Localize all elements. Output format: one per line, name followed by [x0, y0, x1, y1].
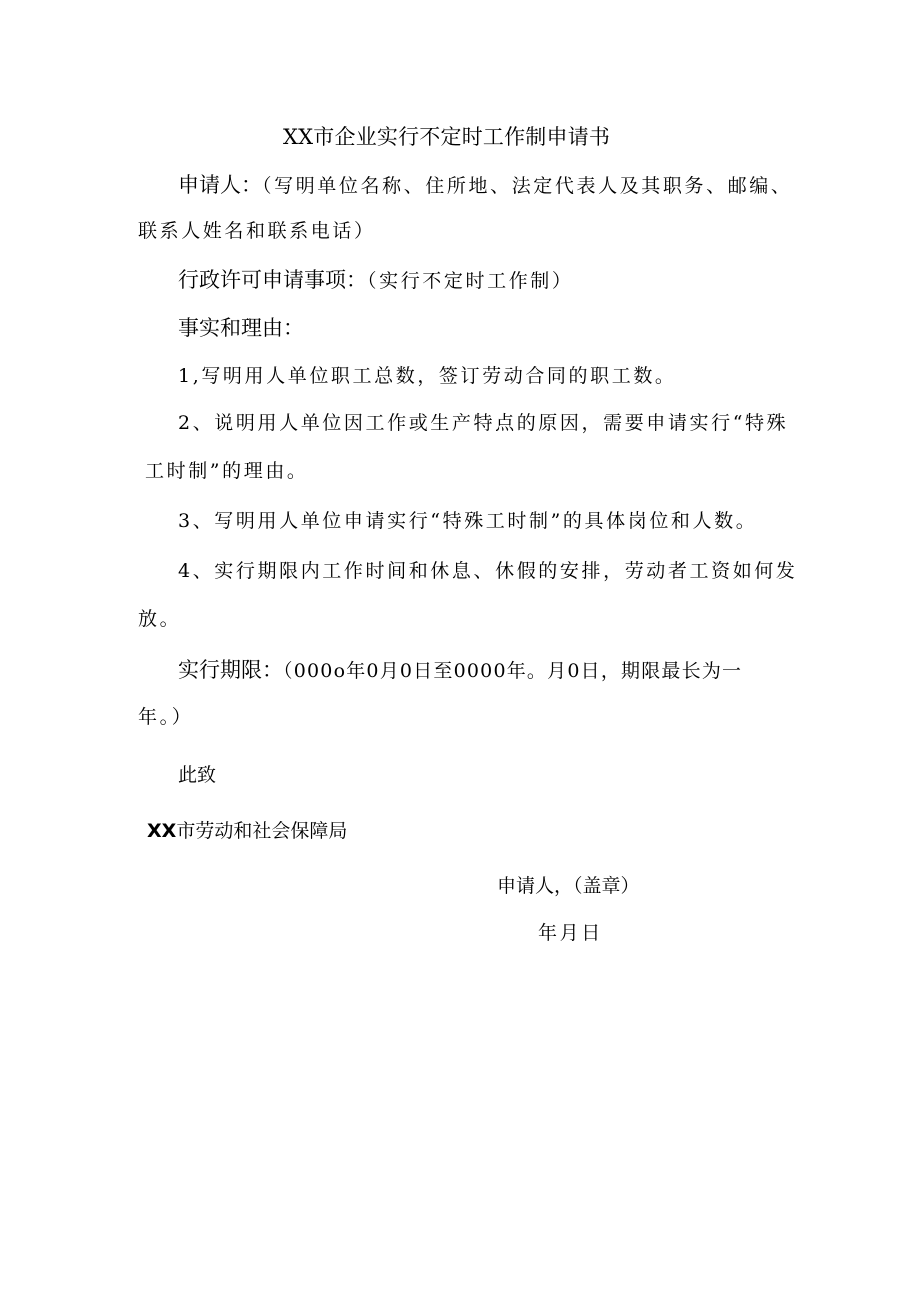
- reason-item-4-line-1: 4、实行期限内工作时间和休息、休假的安排，劳动者工资如何发: [178, 560, 798, 582]
- recipient-prefix: XX: [147, 820, 177, 842]
- applicant-row: [178, 175, 793, 196]
- application-item-label: 行政许可申请事项：: [178, 268, 367, 292]
- period-label: 实行期限：: [178, 658, 283, 682]
- document-title: XX市企业实行不定时工作制申请书: [283, 125, 611, 149]
- period-value-line-2: 年。）: [138, 706, 194, 728]
- applicant-note-line-2: 联系人姓名和联系电话）: [138, 220, 376, 242]
- recipient: [147, 822, 347, 841]
- recipient-name: 市劳动和社会保障局: [176, 820, 348, 842]
- applicant-note-line-1: （写明单位名称、住所地、法定代表人及其职务、邮编、: [262, 175, 793, 197]
- reason-item-1: 1,写明用人单位职工总数，签订劳动合同的职工数。: [178, 365, 677, 387]
- period-value-line-1: （000o年0月0日至0000年。月0日，期限最长为一: [283, 660, 743, 682]
- reason-item-4-line-2: 放。: [138, 608, 182, 630]
- date-line: 年月日: [538, 922, 603, 944]
- applicant-label: 申请人：: [178, 173, 262, 197]
- facts-reasons-heading: 事实和理由：: [178, 316, 304, 340]
- reason-item-2-line-2: 工时制”的理由。: [145, 460, 309, 482]
- application-item-value: （实行不定时工作制）: [367, 270, 574, 292]
- application-item-row: [178, 270, 574, 291]
- signature-line: 申请人，（盖章）: [497, 875, 640, 897]
- reason-item-3: 3、写明用人单位申请实行“特殊工时制”的具体岗位和人数。: [178, 510, 758, 532]
- period-row: [178, 660, 742, 681]
- salutation: 此致: [178, 764, 217, 786]
- reason-item-2-line-1: 2、说明用人单位因工作或生产特点的原因，需要申请实行“特殊: [178, 412, 789, 434]
